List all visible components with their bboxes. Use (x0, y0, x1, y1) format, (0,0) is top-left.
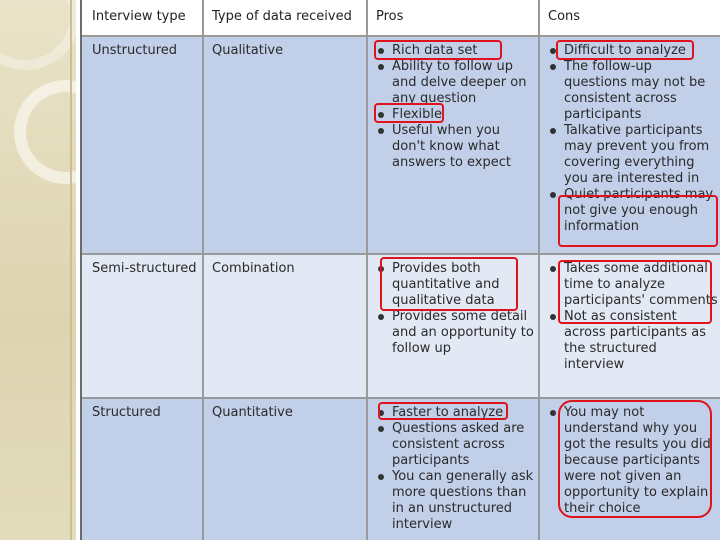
pros-item: Provides both quantitative and qualitative data (376, 261, 536, 309)
column-divider (538, 0, 540, 540)
cell-pros (376, 43, 536, 171)
cell-interview-type: Unstructured (92, 43, 178, 58)
cons-item: Not as consistent across participants as the structured interview (548, 309, 718, 373)
cell-interview-type: Structured (92, 405, 161, 420)
cons-item: The follow-up questions may not be consistent across participants (548, 59, 718, 123)
pros-item: Ability to follow up and delve deeper on any question (376, 59, 536, 107)
interview-comparison-table (80, 0, 720, 540)
pros-item: Useful when you don't know what answers to expect (376, 123, 536, 171)
cell-pros (376, 405, 536, 533)
pros-item: Questions asked are consistent across participants (376, 421, 536, 469)
decorative-ring (0, 0, 76, 70)
table-header-row (82, 0, 720, 36)
pros-item: Provides some detail and an opportunity to follow up (376, 309, 536, 357)
decorative-ring (14, 80, 76, 184)
column-divider (366, 0, 368, 540)
pros-item: Rich data set (376, 43, 536, 59)
cell-data-type: Combination (212, 261, 295, 276)
header-interview-type: Interview type (92, 9, 186, 24)
table-row-semi-structured (82, 254, 720, 398)
cons-item: You may not understand why you got the results you did because participants were not given an opportunity to explain their choice (548, 405, 718, 517)
cell-cons (548, 43, 718, 235)
header-cons: Cons (548, 9, 581, 24)
cell-cons (548, 261, 718, 373)
side-panel-rule (70, 0, 72, 540)
row-divider (82, 253, 720, 255)
decorative-side-panel (0, 0, 76, 540)
cell-cons (548, 405, 718, 517)
pros-item: Faster to analyze (376, 405, 536, 421)
cell-interview-type: Semi-structured (92, 261, 197, 276)
cons-item: Takes some additional time to analyze participants' comments (548, 261, 718, 309)
cons-item: Talkative participants may prevent you from covering everything you are interested in (548, 123, 718, 187)
column-divider (202, 0, 204, 540)
cell-data-type: Qualitative (212, 43, 284, 58)
cons-item: Difficult to analyze (548, 43, 718, 59)
table-row-unstructured (82, 36, 720, 254)
pros-item: Flexible (376, 107, 536, 123)
table-row-structured (82, 398, 720, 540)
cons-item: Quiet participants may not give you enough information (548, 187, 718, 235)
cell-pros (376, 261, 536, 357)
cell-data-type: Quantitative (212, 405, 293, 420)
pros-item: You can generally ask more questions than in an unstructured interview (376, 469, 536, 533)
header-data-type: Type of data received (212, 9, 352, 24)
header-pros: Pros (376, 9, 404, 24)
row-divider (82, 397, 720, 399)
row-divider (82, 35, 720, 37)
